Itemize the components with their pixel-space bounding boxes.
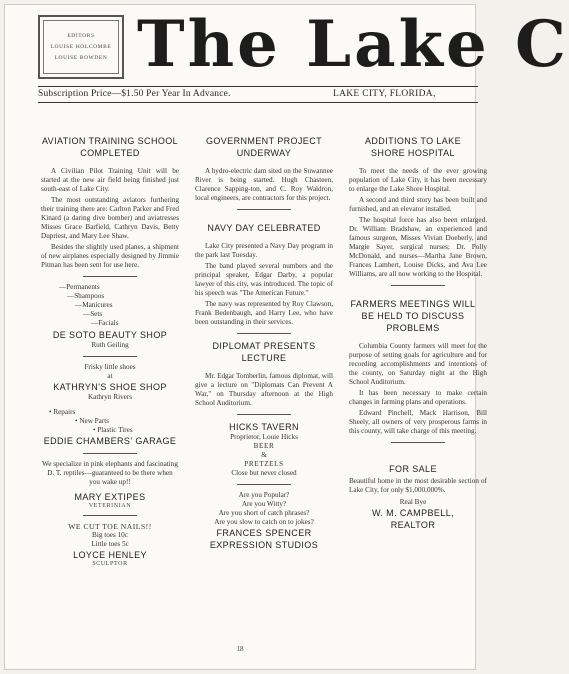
masthead-title: The Lake C bbox=[137, 7, 569, 82]
ad-kathryn-owner: Kathryn Rivers bbox=[87, 393, 133, 401]
article-headline-navy-day: NAVY DAY CELEBRATED bbox=[207, 223, 321, 233]
ad-hicks-beer: BEER bbox=[253, 442, 275, 450]
ad-eddie-chambers-garage: EDDIE CHAMBERS' GARAGE bbox=[43, 436, 177, 446]
editors-label: EDITORS bbox=[67, 32, 95, 39]
article-paragraph: Columbia County farmers will meet for the purpose of setting goals for agriculture and for recording accomplishments and intentions of the county, on Saturday night at the High School Auditorium. bbox=[349, 342, 487, 386]
ad-shoes-line: Frisky little shoes bbox=[84, 363, 136, 371]
ad-hicks-proprietor: Proprietor, Louie Hicks bbox=[230, 433, 298, 441]
article-paragraph: Mr. Edgar Tomberlin, famous diplomat, will give a lecture on "Diplomats Can Prevent A War," on Thursday afternoon at the High School Auditorium. bbox=[195, 372, 333, 407]
ad-little-toes: Little toes 5c bbox=[91, 540, 129, 548]
subscription-price: Subscription Price—$1.50 Per Year In Advance. bbox=[38, 89, 231, 99]
article-paragraph: It has been necessary to make certain changes in farming plans and operations. bbox=[349, 389, 487, 406]
article-paragraph: A Civilian Pilot Training Unit will be started at the new air field being finished just south-east of Lake City. bbox=[41, 167, 179, 193]
divider bbox=[237, 333, 291, 334]
ad-veterinarian-text: We specialize in pink elephants and fascinating D. T. reptiles—guaranteed to be there when you wake up!! bbox=[42, 460, 178, 486]
masthead-rule-bottom bbox=[38, 102, 478, 103]
ad-hicks-slogan: Close but never closed bbox=[231, 469, 297, 477]
ad-hicks-and: & bbox=[261, 451, 267, 459]
page-number: 18 bbox=[236, 645, 244, 653]
editors-box bbox=[38, 15, 124, 79]
ad-frances-spencer-studios: FRANCES SPENCER EXPRESSION STUDIOS bbox=[209, 528, 319, 550]
article-headline-aviation: AVIATION TRAINING SCHOOL COMPLETED bbox=[41, 136, 179, 158]
column-middle bbox=[195, 135, 333, 551]
column-left bbox=[41, 135, 179, 567]
article-headline-government: GOVERNMENT PROJECT UNDERWAY bbox=[205, 136, 323, 158]
service-item: —Shampoos bbox=[67, 292, 105, 300]
masthead-rule-top bbox=[38, 86, 478, 87]
divider bbox=[237, 484, 291, 485]
divider bbox=[391, 285, 445, 286]
divider bbox=[391, 442, 445, 443]
divider bbox=[83, 276, 137, 277]
garage-service: • New Parts bbox=[75, 417, 110, 425]
ad-loyce-title: SCULPTOR bbox=[92, 561, 128, 567]
divider bbox=[237, 414, 291, 415]
editors-inner bbox=[43, 20, 119, 74]
service-item: —Sets bbox=[83, 310, 103, 318]
ad-question: Are you Witty? bbox=[241, 500, 287, 508]
article-paragraph: A hydro-electric dam sited on the Suwannee River is being started. Hugh Chasteen, Clarence Sapping-ton, and C. Roy Waldron, local engineers, are contractors for this project. bbox=[195, 167, 333, 202]
ad-sale-text: Beautiful home in the most desirable section of Lake City, for only $1,000,000%. bbox=[349, 477, 487, 494]
divider bbox=[83, 515, 137, 516]
ad-mary-title: VETERINIAN bbox=[88, 503, 132, 509]
ad-toe-nails: WE CUT TOE NAILS!! bbox=[68, 522, 152, 531]
article-headline-diplomat: DIPLOMAT PRESENTS LECTURE bbox=[212, 341, 316, 363]
column-right bbox=[349, 135, 487, 531]
divider bbox=[83, 356, 137, 357]
article-paragraph: A second and third story has been built and furnished, and an elevator installed. bbox=[349, 196, 487, 213]
ad-desoto-beauty-shop: DE SOTO BEAUTY SHOP bbox=[52, 330, 168, 340]
ad-loyce-henley: LOYCE HENLEY bbox=[73, 550, 147, 560]
newspaper-page bbox=[4, 4, 569, 670]
service-item: —Permanents bbox=[59, 283, 100, 291]
service-item: —Facials bbox=[91, 319, 119, 327]
ad-question: Are you short of catch phrases? bbox=[218, 509, 310, 517]
service-item: —Manicures bbox=[75, 301, 113, 309]
divider bbox=[83, 453, 137, 454]
article-paragraph: Lake City presented a Navy Day program in the park last Tuesday. bbox=[195, 242, 333, 259]
ad-for-sale: FOR SALE bbox=[389, 464, 437, 474]
ad-kathryns-shoe-shop: KATHRYN'S SHOE SHOP bbox=[53, 382, 167, 392]
ad-desoto-owner: Ruth Geiling bbox=[91, 341, 129, 349]
garage-service: • Plastic Tires bbox=[93, 426, 133, 434]
ad-hicks-pretzels: PRETZELS bbox=[244, 460, 284, 468]
article-paragraph: To meet the needs of the ever growing population of Lake City, it has been necessary to enlarge the Lake Shore Hospital. bbox=[349, 167, 487, 193]
editor-name: LOUISE BOWDEN bbox=[54, 54, 108, 61]
garage-service: • Repairs bbox=[49, 408, 76, 416]
ad-question: Are you slow to catch on to jokes? bbox=[214, 518, 314, 526]
ad-real-bye: Real Bye bbox=[399, 498, 427, 506]
article-paragraph: The most outstanding aviators furthering their training there are: Carlton Parker and Fred Kinard (a daring dive bomber) and aviatresses Misses Grace Barfield, Cathryn Davis, Betty Dupriest, and Mary Lee Shaw. bbox=[41, 196, 179, 240]
article-headline-farmers: FARMERS MEETINGS WILL BE HELD TO DISCUSS PROBLEMS bbox=[350, 299, 476, 333]
location-line: LAKE CITY, FLORIDA, bbox=[333, 89, 436, 99]
article-paragraph: Besides the slightly used planes, a shipment of new airplanes especially designed by Jimmie Pitman has been sent for use here. bbox=[41, 243, 179, 269]
article-paragraph: The hospital force has also been enlarged. Dr. William Bradshaw, an experienced and famous surgeon, Misses Vivian Doeberly, and Margie Sayer, surgical nurses; Dr. Polly McDonald, and nurses—Martha Jane Brown, Frances Lambert, Louise Dicks, and Ava Lee Williams, are all now working to the Hospital. bbox=[349, 216, 487, 278]
ad-shoes-at: at bbox=[107, 372, 113, 380]
article-paragraph: The band played several numbers and the principal speaker, Edgar Darby, a popular lawyer of this city, was introduced. The topic of his speech was "The American Future." bbox=[195, 262, 333, 297]
editor-name: LOUISE HOLCOMBE bbox=[50, 43, 112, 50]
ad-big-toes: Big toes 10c bbox=[92, 531, 128, 539]
divider bbox=[237, 209, 291, 210]
ad-question: Are you Popular? bbox=[238, 491, 290, 499]
ad-mary-extipes: MARY EXTIPES bbox=[74, 492, 146, 502]
article-paragraph: Edward Pinchell, Mack Harrison, Bill Sheely, all owners of very prosperous farms in this county, will take charge of this meeting. bbox=[349, 409, 487, 435]
article-paragraph: The navy was represented by Roy Clawson, Frank Bedenbaugh, and Harry Lee, who have been outstanding in their services. bbox=[195, 300, 333, 326]
article-headline-hospital: ADDITIONS TO LAKE SHORE HOSPITAL bbox=[365, 136, 461, 158]
ad-hicks-tavern: HICKS TAVERN bbox=[229, 422, 299, 432]
ad-campbell-realtor: W. M. CAMPBELL, REALTOR bbox=[371, 508, 455, 530]
